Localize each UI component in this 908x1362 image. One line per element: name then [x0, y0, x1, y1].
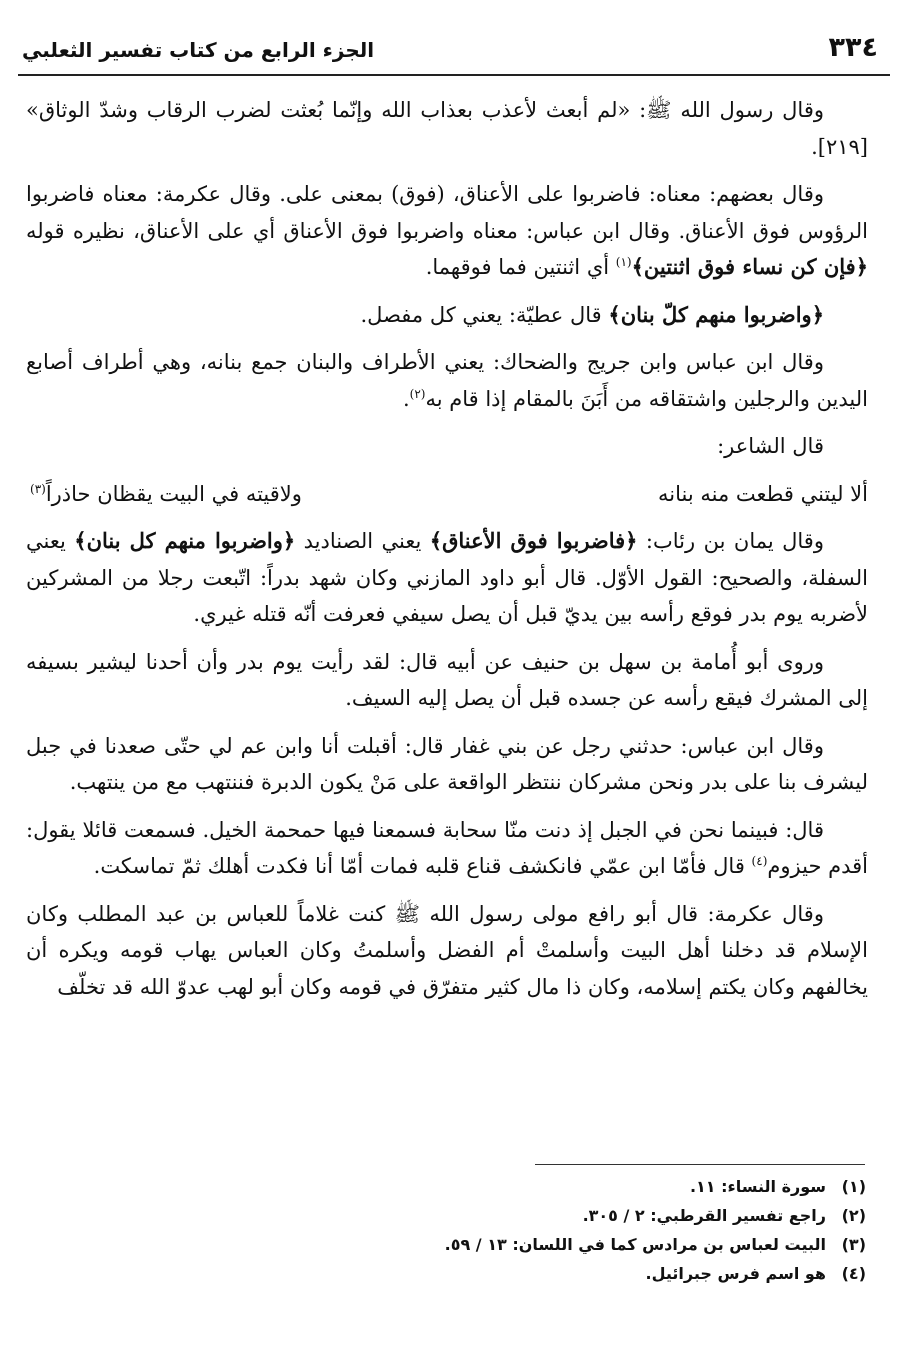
running-title: الجزء الرابع من كتاب تفسير الثعلبي	[22, 38, 375, 62]
page-header	[20, 34, 888, 72]
footnote-text: راجع تفسير القرطبي: ٢ / ٣٠٥.	[582, 1206, 826, 1225]
footnote-ref: (٢)	[409, 386, 426, 401]
paragraph-text: وقال بعضهم: معناه: فاضربوا على الأعناق، (فوق) بمعنى على. وقال عكرمة: معناه فاضربوا الرؤوس فوق الأعناق. وقال ابن عباس: معناه واضربوا فوق الأعناق أي على الأعناق، نظيره قوله	[26, 182, 868, 243]
paragraph-text: وقال يمان بن رئاب:	[637, 529, 824, 553]
footnote-divider	[535, 1164, 865, 1165]
footnote-number: (٤)	[841, 1264, 866, 1283]
paragraph-text: وقال ابن عباس وابن جريج والضحاك: يعني الأطراف والبنان جمع بنانه، وهي أطراف أصابع اليدين والرجلين واشتقاقه من أَبَنَ بالمقام إذا قام به	[26, 350, 868, 411]
poetry-verse	[26, 476, 868, 513]
footnote-text: هو اسم فرس جبرائيل.	[645, 1264, 826, 1283]
quran-verse: ﴿واضربوا منهم كل بنان﴾	[74, 528, 296, 553]
footnote-number: (١)	[841, 1177, 866, 1196]
paragraph-text: يعني الصناديد	[295, 529, 430, 553]
footnote-text: البيت لعباس بن مرادس كما في اللسان: ١٣ / ٥٩.	[444, 1235, 826, 1254]
verse-first-hemistich: ألا ليتني قطعت منه بنانه	[658, 481, 868, 506]
main-text	[26, 92, 868, 1016]
footnote-ref: (٣)	[30, 481, 46, 496]
paragraph-text: .	[402, 386, 410, 411]
footnote-item	[40, 1230, 866, 1259]
quran-verse: ﴿فإن كن نساء فوق اثنتين﴾	[631, 254, 868, 279]
quran-verse: ﴿فاضربوا فوق الأعناق﴾	[429, 528, 638, 553]
paragraph-text: يعني السفلة، والصحيح: القول الأوّل. قال أبو داود المازني وكان شهد بدراً: اتّبعت رجلا من المشركين لأضربه يوم بدر فوقع رأسه بين يديّ قبل أن يصل سيفي فعرفت أنّه قتله غيري.	[26, 529, 868, 626]
paragraph-7: وروى أبو أُمامة بن سهل بن حنيف عن أبيه قال: لقد رأيت يوم بدر وأن أحدنا ليشير بسيفه إلى المشرك فيقع رأسه عن جسده قبل أن يصل إليه السيف.	[26, 649, 868, 710]
paragraph-10: وقال عكرمة: قال أبو رافع مولى رسول الله ﷺ كنت غلاماً للعباس بن عبد المطلب وكان الإسلام قد دخلنا أهل البيت وأسلمتْ أم الفضل وأسلمتُ وكان العباس يهاب قومه ويكره أن يخالفهم وكان يكتم إسلامه، وكان ذا مال كثير متفرّق في قومه وكان أبو لهب عدوّ الله قد تخلّف	[26, 901, 868, 999]
footnote-ref: (١)	[615, 255, 632, 269]
footnote-number: (٣)	[841, 1235, 866, 1254]
paragraph-text: قال: فبينما نحن في الجبل إذ دنت منّا سحابة فسمعنا فيها حمحمة الخيل. فسمعت قائلا يقول: أقدم حيزوم	[26, 817, 868, 878]
footnote-item	[40, 1201, 866, 1230]
paragraph-5: قال الشاعر:	[717, 434, 824, 458]
verse-second-hemistich: ولاقيته في البيت يقظان حاذراً	[45, 481, 302, 506]
paragraph-4	[26, 344, 868, 417]
paragraph-text: أي اثنتين فما فوقهما.	[425, 255, 616, 279]
paragraph-3	[26, 297, 868, 334]
paragraph-1: وقال رسول الله ﷺ: «لم أبعث لأعذب بعذاب الله وإنّما بُعثت لضرب الرقاب وشدّ الوثاق» [٢١٩].	[26, 98, 868, 159]
footnote-item	[40, 1259, 866, 1288]
paragraph-2	[26, 176, 868, 286]
footnotes	[40, 1172, 866, 1288]
header-divider	[18, 74, 890, 76]
footnote-item	[40, 1172, 866, 1201]
footnote-number: (٢)	[841, 1206, 866, 1225]
paragraph-9	[26, 812, 868, 885]
quran-verse: ﴿واضربوا منهم كلّ بنان﴾	[608, 301, 824, 327]
paragraph-6	[26, 523, 868, 633]
footnote-ref: (٤)	[751, 854, 768, 868]
paragraph-8: وقال ابن عباس: حدثني رجل عن بني غفار قال: أقبلت أنا وابن عم لي حتّى صعدنا في جبل ليشرف بنا على بدر ونحن مشركان ننتظر الواقعة على مَنْ يكون الدبرة فننتهب مع من ينتهب.	[26, 733, 868, 794]
footnote-text: سورة النساء: ١١.	[689, 1177, 826, 1196]
verse-second-hemistich-wrap	[30, 476, 302, 513]
paragraph-text: قال عطيّة: يعني كل مفصل.	[360, 302, 609, 327]
page-number: ٣٣٤	[828, 32, 878, 63]
paragraph-text: قال فأمّا ابن عمّي فانكشف قناع قلبه فمات أمّا أنا فكدت أهلك ثمّ تماسكت.	[93, 854, 752, 878]
